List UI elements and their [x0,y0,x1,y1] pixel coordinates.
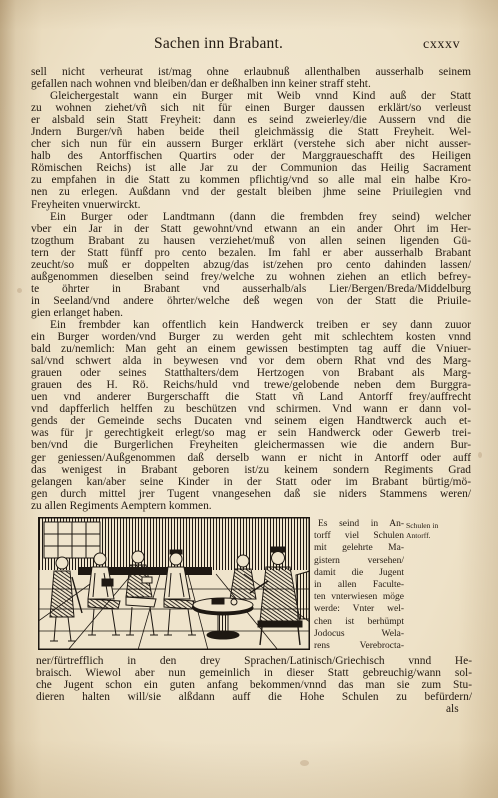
text-line: cher sich nun für ein aussern Burger erklärt (verstehe sich aber nicht ausser- [31,138,471,151]
text-line: gefallen nach wohnen vnd bleiben/dan er deßhalben inn keiner straff steht. [31,78,371,91]
text-line: ten vnterwiesen möge [314,592,404,603]
text-line: nen zu erlegen. Außdann vnd der gestalt bleiben jhme seine Priuilegien vnd [31,186,471,199]
text-line: gistern versehen/ [314,555,404,566]
lectern [296,571,310,619]
text-line: Freyheiten vnuerwirckt. [31,198,141,211]
text-line: grauen des H. Rö. Reichs/huld vnd trewe/gelobende neben dem Burggra- [31,379,471,392]
text-line: sal/vnd schwert alda in beywesen vnd vor dem obern Rhat vnd des Marg- [31,355,471,368]
text-line: gien erlanget haben. [31,306,124,319]
text-line: braisch. Wiewol aber nun gemeinlich in dieser Statt gebreuchig/wann sol- [36,667,472,680]
text-line: uen vnd anderer Burgerschafft die Statt vñ Land Antorff frey/auffrecht [31,391,471,404]
text-line: ger geniessen/Außgenommen daß derselb wann er nicht in Antorff oder auff [31,451,471,464]
text-line: bald zu/nemlich: Man geht an einem gewissen bestimpten tag auff die Vniuer- [31,343,471,356]
text-line: grauen oder seines Statthalters/dem Hertzogen von Brabant als Marg- [31,367,471,380]
marginal-note [406,521,466,541]
text-line: halb des Antorffischen Quartirs oder der Marggraueschafft des Heiligen [31,150,471,163]
text-line: mit gelehrte Ma- [314,543,404,554]
continuation-text [36,655,472,703]
schoolroom-woodcut [38,517,310,650]
text-line: ein Burger worden/vnd Burger zu werden geht mit schlechtem kosten vnnd [31,331,471,344]
text-line: Jndern Burger/vñ haben beide theil gleichmässig die Statt Freyheit. Wel- [31,126,471,139]
text-line: gelangen kan/aber seine Kinder in der Statt oder im Brabant bürtig/mö- [31,475,471,488]
text-line: tzogthum Brabant zu hausen verziehet/muß von allen seinen ligenden Gü- [31,234,471,247]
text-line: che Jugent schon ein guten anfang bekommen/vnnd das man sie zum Stu- [36,679,472,692]
text-line: Es seind in An- [318,519,404,529]
paper-stain [300,760,309,766]
marginal-note-line: Antorff. [406,531,431,540]
text-line: gen durch mittel jrer Tugent vnangesehen daß sie niders Stammens weren/ [31,487,471,500]
text-line: was für jr gerechtigkeit erlegt/so mag er sein Handwerck oder Gewerb trei- [31,427,471,440]
text-line: damit die Jugent [314,567,404,578]
text-line: das wenigest in Brabant geboren ist/zu keinem sondern Regiments Grad [31,463,471,476]
text-line: vnd dapfferlich helffen zu beschützen vnd schirmen. Vnd wann er dann vol- [31,403,471,416]
text-line: in allen Faculte- [314,579,404,590]
text-line: Ein Burger oder Landtmann (dann die frembden frey seind) welcher [50,210,471,223]
side-column-text [314,518,404,652]
text-line: Römischen Reichs) ist alle Jar zu der Communion das Heilig Sacrament [31,162,471,175]
text-line: ner/fürtrefflich in den drey Sprachen/Latinisch/Griechisch vnnd He- [36,655,472,667]
text-line: rens Verebrocta- [314,640,404,651]
text-line: ben/vnd die Burgerlichen Freyheiten gleichermassen wie die andern Bur- [31,439,471,452]
text-line: zeucht/so muß er doppelten abzug/das ist/zehen pro cento dahinden lassen/ [31,258,471,271]
text-line: zu wohnen ziehet/vñ sich nit für einen Burger daussen erklärt/so verleust [31,102,471,115]
text-line: zu empfahen in die Statt zu kommen pflichtig/vnd so alle mal ein halbe Kro- [31,174,471,187]
window [44,522,100,558]
text-line: chen ist berhümpt [314,616,404,627]
text-line: Gleichergestalt wann ein Burger mit Weib vnnd Kind auß der Statt [50,90,471,103]
text-line: vber ein Jar in der Statt gewohnt/vnd etwann an ein ander Ohrt im Her- [31,222,471,235]
text-line: dieren halten will/sie alßdann auff die Hohe Schulen zu befürdern/ [36,691,472,704]
text-line: außgenommen dieselben seind frey/welche zu wohnen ziehen an etlich befrey- [31,270,471,283]
text-line: werde: Vnter wel- [314,604,404,615]
text-line: Jodocus Wela- [314,628,404,639]
text-line: in Seeland/vnd andere öhrter/welche deß wegen von der Statt die Priuile- [31,294,471,307]
text-line: te öhrter in Brabant vnd ausserhalb/als Lier/Bergen/Breda/Middelburg [31,282,471,295]
text-line: er alsbald sein Statt Freyheit: dann es seind zweierley/die Aussern vnd die [31,114,471,127]
folio-number: cxxxv [423,37,461,52]
text-line: sell nicht verheurat ist/mag ohne erlaubnuß allenthalben ausserhalb seinem [31,66,471,78]
text-line: tern der Statt fünff pro cento bezalen. Im fahl er aber ausserhalb Brabant [31,246,471,259]
paper-stain [17,288,22,293]
paper-stain [478,452,482,458]
text-line: gends der Gemeinde sechs Ducaten vnd seinem eigen Handtwerck auch et- [31,415,471,428]
body-text [31,66,471,512]
text-line: zu allen Regiments Aemptern kommen. [31,499,212,512]
text-line: torff viel Schulen [314,531,404,542]
text-line: Ein frembder kan offentlich kein Handwerck treiben er sey dann zuuor [50,318,471,331]
catchword: als [446,703,459,715]
running-head: Sachen inn Brabant. [154,35,284,52]
marginal-note-line: Schulen in [406,521,439,530]
